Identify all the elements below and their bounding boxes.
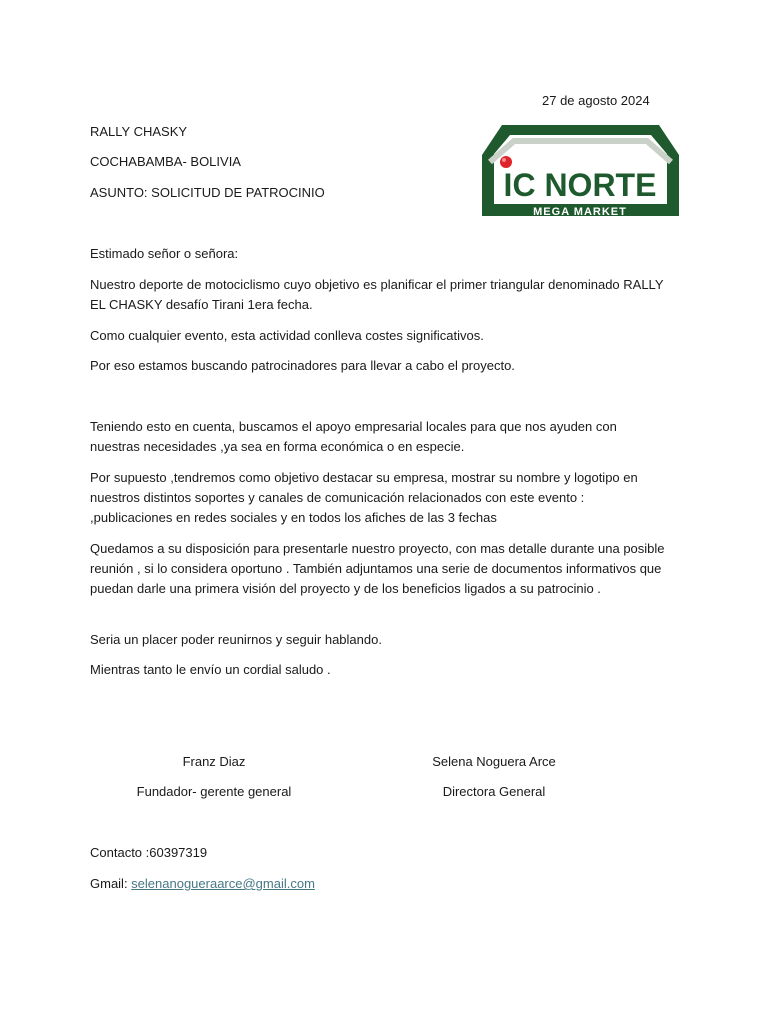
contact-email-line [90, 875, 315, 892]
email-link[interactable]: selenanogueraarce@gmail.com [131, 876, 315, 891]
paragraph-6: Quedamos a su disposición para presentarle nuestro proyecto, con mas detalle durante una posible reunión , si lo considera oportuno . También adjuntamos una serie de documentos informativos que puedan darle una primera visión del proyecto y de los beneficios ligados a su patrocinio . [90, 541, 665, 596]
logo-title: IC NORTE [503, 167, 657, 203]
recipient-location: COCHABAMBA- BOLIVIA [90, 154, 241, 169]
paragraph-8: Mientras tanto le envío un cordial saludo . [90, 662, 331, 677]
signature-left-name: Franz Diaz [182, 754, 246, 769]
paragraph-3: Por eso estamos buscando patrocinadores para llevar a cabo el proyecto. [90, 358, 515, 373]
email-label: Gmail: [90, 876, 132, 891]
signature-left-title: Fundador- gerente general [136, 784, 292, 799]
ic-norte-logo [482, 122, 679, 218]
greeting: Estimado señor o señora: [90, 246, 239, 261]
letter-subject: ASUNTO: SOLICITUD DE PATROCINIO [90, 185, 325, 200]
paragraph-2: Como cualquier evento, esta actividad conlleva costes significativos. [90, 328, 484, 343]
signature-right-title: Directora General [442, 784, 546, 799]
paragraph-4: Teniendo esto en cuenta, buscamos el apoyo empresarial locales para que nos ayuden con nuestras necesidades ,ya sea en forma económica o en especie. [90, 419, 617, 454]
logo-subtitle: MEGA MARKET [533, 206, 627, 218]
contact-phone: Contacto :60397319 [90, 845, 208, 860]
paragraph-5: Por supuesto ,tendremos como objetivo destacar su empresa, mostrar su nombre y logotipo en nuestros distintos soportes y canales de comunicación relacionados con este evento : ,publicaciones en redes sociales y en todos los afiches de las 3 fechas [90, 470, 638, 525]
paragraph-1: Nuestro deporte de motociclismo cuyo objetivo es planificar el primer triangular denominado RALLY EL CHASKY desafío Tirani 1era fecha. [90, 277, 664, 312]
letter-date: 27 de agosto 2024 [542, 93, 650, 108]
paragraph-7: Seria un placer poder reunirnos y seguir hablando. [90, 632, 382, 647]
signature-right-name: Selena Noguera Arce [432, 754, 556, 769]
recipient-name: RALLY CHASKY [90, 124, 188, 139]
